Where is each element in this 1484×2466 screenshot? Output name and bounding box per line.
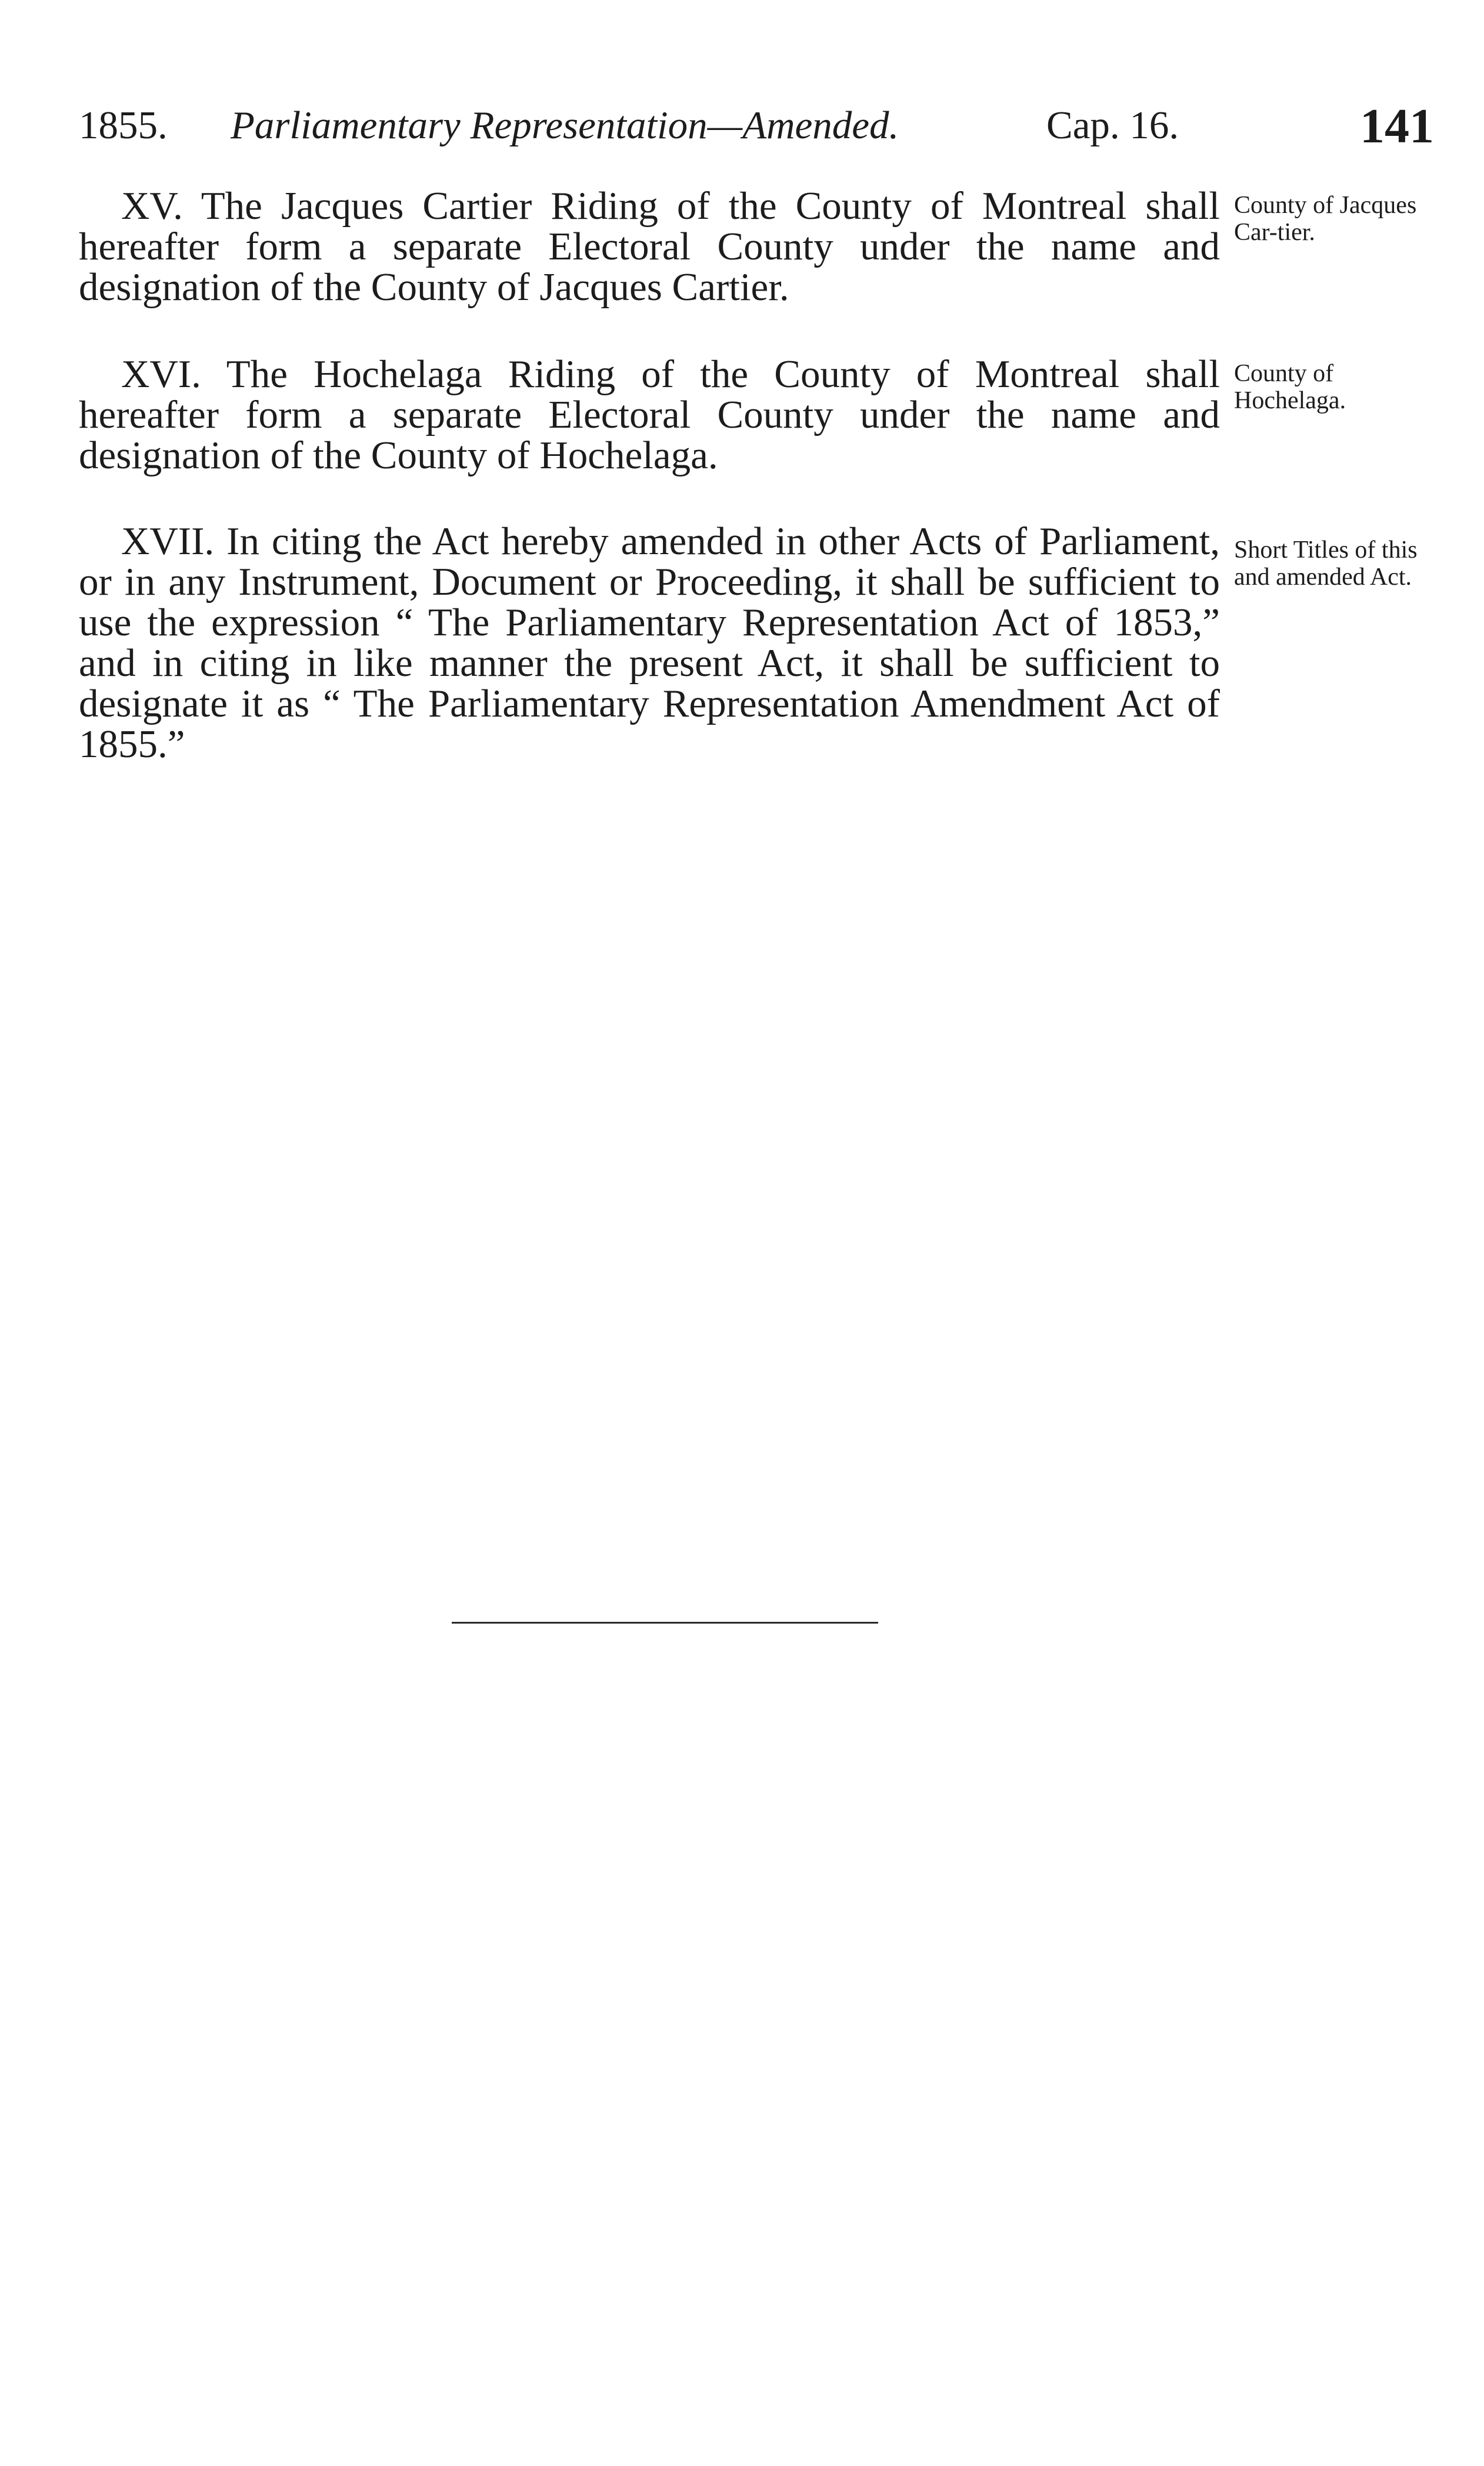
section-xvi bbox=[79, 354, 1220, 476]
section-number: XV. bbox=[121, 184, 183, 228]
sidenote-xv: County of Jacques Car-tier. bbox=[1234, 192, 1417, 246]
section-number: XVII. bbox=[121, 519, 215, 563]
header-chapter: Cap. 16. bbox=[1046, 104, 1179, 147]
section-text: The Jacques Cartier Riding of the County of Montreal shall hereafter form a separate Electoral County under the name and designation of the County of Jacques Cartier. bbox=[79, 184, 1220, 309]
section-xv bbox=[79, 186, 1220, 308]
running-header bbox=[79, 93, 1434, 158]
section-number: XVI. bbox=[121, 352, 201, 396]
section-text: In citing the Act hereby amended in other Acts of Parliament, or in any Instrument, Document or Proceeding, it shall be sufficient to use the expression “ The Parliamentary Representation Act of 1853,” and in citing in like manner the present Act, it shall be sufficient to designate it as “ The Parliamentary Representation Amendment Act of 1855.” bbox=[79, 519, 1220, 766]
header-title: Parliamentary Representation—Amended. bbox=[231, 104, 899, 147]
section-xvii bbox=[79, 521, 1220, 765]
sidenote-xvii: Short Titles of this and amended Act. bbox=[1234, 536, 1418, 591]
sidenote-xvi: County of Hochelaga. bbox=[1234, 360, 1346, 414]
page-number: 141 bbox=[1360, 99, 1434, 154]
section-text: The Hochelaga Riding of the County of Montreal shall hereafter form a separate Electoral County under the name and designation of the County of Hochelaga. bbox=[79, 352, 1220, 477]
closing-rule bbox=[452, 1622, 878, 1624]
header-year: 1855. bbox=[79, 104, 168, 147]
